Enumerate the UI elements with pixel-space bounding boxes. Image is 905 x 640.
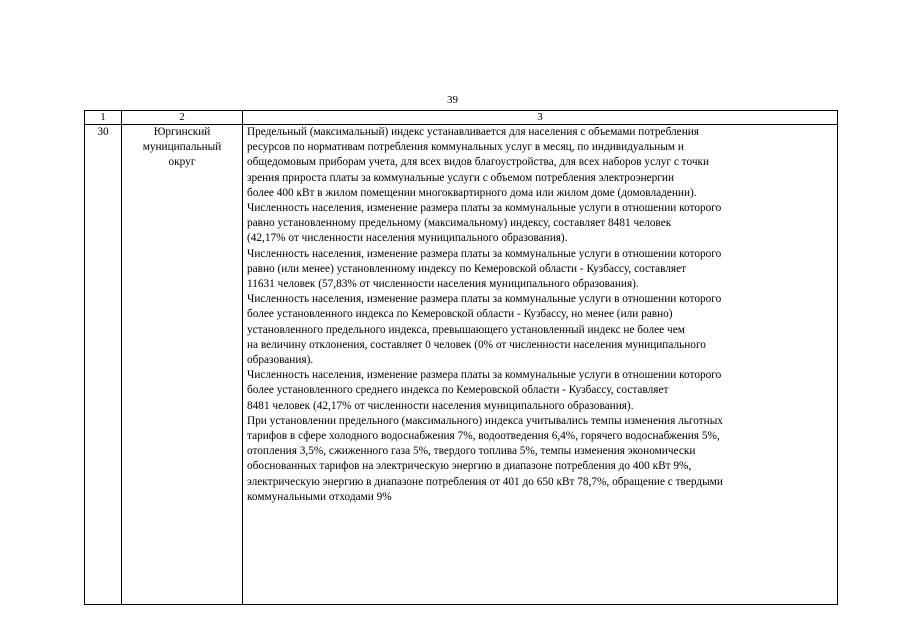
description-line: равно установленному предельному (максимальному) индексу, составляет 8481 человек <box>247 217 672 230</box>
description-line: При установлении предельного (максимального) индекса учитывались темпы изменения льготных <box>247 414 723 427</box>
municipality-name-line: округ <box>168 156 196 169</box>
description-line: Предельный (максимальный) индекс устанавливается для населения с объемами потребления <box>247 126 699 138</box>
description-line: общедомовым приборам учета, для всех видов благоустройства, для всех наборов услуг с точки <box>247 156 710 169</box>
description-line: (42,17% от численности населения муниципального образования). <box>247 232 568 245</box>
description-line: отопления 3,5%, сжиженного газа 5%, твердого топлива 5%, темпы изменения экономически <box>247 445 696 458</box>
description-line: Численность населения, изменение размера платы за коммунальные услуги в отношении которого <box>247 247 722 260</box>
page-number: 39 <box>447 94 458 106</box>
municipality-cell <box>122 125 242 171</box>
description-line: равно (или менее) установленному индексу по Кемеровской области - Кузбассу, составляет <box>247 262 687 275</box>
column-divider <box>242 111 243 604</box>
header-col-3: 3 <box>537 111 543 123</box>
description-line: обоснованных тарифов на электрическую энергию в диапазоне потребления до 400 кВт 9%, <box>247 460 692 473</box>
description-line: электрическую энергию в диапазоне потребления от 401 до 650 кВт 78,7%, обращение с твердыми <box>247 475 723 488</box>
description-line: Численность населения, изменение размера платы за коммунальные услуги в отношении которого <box>247 202 722 215</box>
description-line: более установленного среднего индекса по Кемеровской области - Кузбассу, составляет <box>247 384 669 397</box>
description-line: Численность населения, изменение размера платы за коммунальные услуги в отношении которого <box>247 369 722 382</box>
description-line: 11631 человек (57,83% от численности населения муниципального образования). <box>247 278 639 291</box>
description-line: на величину отклонения, составляет 0 человек (0% от численности населения муниципального <box>247 338 706 351</box>
description-line: ресурсов по нормативам потребления коммунальных услуг в месяц, по индивидуальным и <box>247 141 684 154</box>
description-line: коммунальными отходами 9% <box>247 490 392 503</box>
description-line: более установленного индекса по Кемеровской области - Кузбассу, но менее (или равно) <box>247 308 673 321</box>
description-line: более 400 кВт в жилом помещении многоквартирного дома или жилом доме (домовладении). <box>247 186 697 199</box>
description-line: 8481 человек (42,17% от численности населения муниципального образования). <box>247 399 634 412</box>
description-line: установленного предельного индекса, превышающего установленный индекс не более чем <box>247 323 685 336</box>
description-line: зрения прироста платы за коммунальные услуги с объемом потребления электроэнергии <box>247 171 675 184</box>
data-table <box>84 110 838 605</box>
description-line: образования). <box>247 354 314 367</box>
header-col-1: 1 <box>100 111 106 123</box>
description-line: Численность населения, изменение размера платы за коммунальные услуги в отношении которого <box>247 293 722 306</box>
municipality-name-line: Юргинский <box>153 126 211 138</box>
description-line: тарифов в сфере холодного водоснабжения 7%, водоотведения 6,4%, горячего водоснабжения 5%, <box>247 430 720 443</box>
column-divider <box>121 111 122 604</box>
description-cell <box>247 125 832 505</box>
municipality-name-line: муниципальный <box>142 141 222 154</box>
header-col-2: 2 <box>179 111 185 123</box>
row-number-cell: 30 <box>97 126 109 138</box>
